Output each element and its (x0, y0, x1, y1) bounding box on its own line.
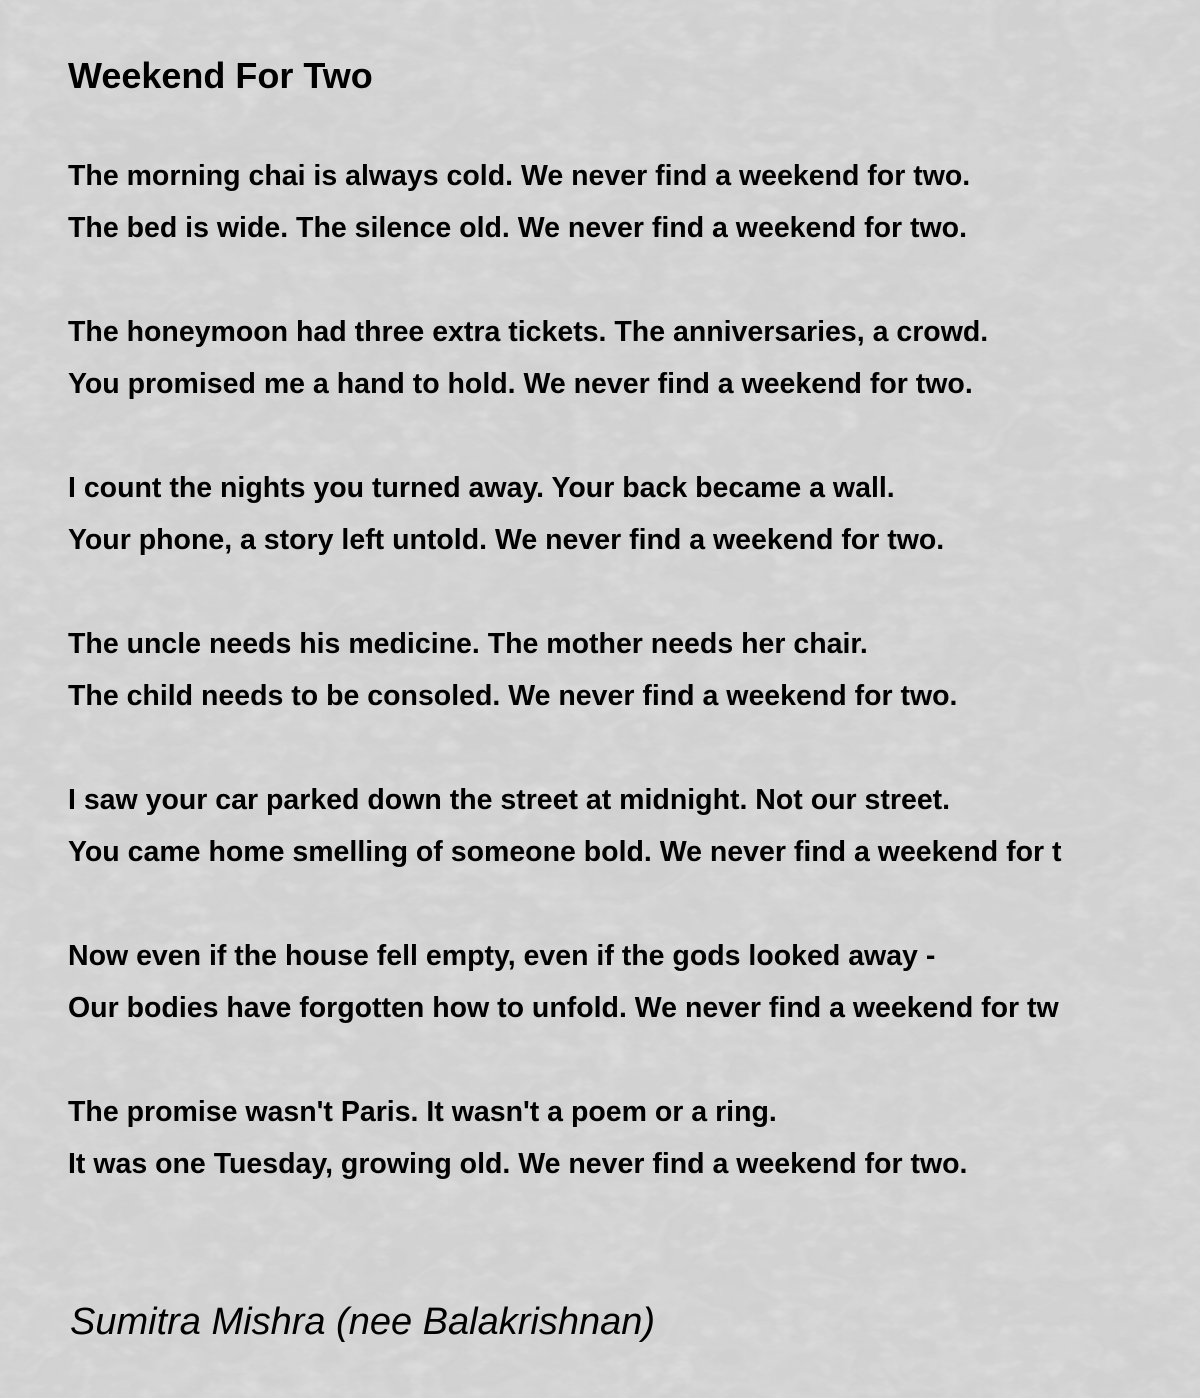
stanza-7 (68, 1086, 1200, 1190)
poem-line: I saw your car parked down the street at midnight. Not our street. (68, 784, 951, 816)
stanza-3 (68, 462, 1200, 566)
stanza-6 (68, 930, 1200, 1034)
poem-line: I count the nights you turned away. Your back became a wall. (68, 472, 895, 504)
poem-title: Weekend For Two (68, 55, 373, 96)
stanza-1 (68, 150, 1200, 254)
stanza-2 (68, 306, 1200, 410)
poem-line: Our bodies have forgotten how to unfold. We never find a weekend for tw (68, 992, 1059, 1024)
poem-line: Your phone, a story left untold. We never find a weekend for two. (68, 524, 945, 556)
poem-line: The uncle needs his medicine. The mother needs her chair. (68, 628, 868, 660)
stanza-4 (68, 618, 1200, 722)
poem-author: Sumitra Mishra (nee Balakrishnan) (70, 1301, 656, 1343)
poem-line: The bed is wide. The silence old. We never find a weekend for two. (68, 212, 968, 244)
poem-line: The promise wasn't Paris. It wasn't a poem or a ring. (68, 1096, 777, 1128)
poem-line: The honeymoon had three extra tickets. The anniversaries, a crowd. (68, 316, 989, 348)
stanza-5 (68, 774, 1200, 878)
poem-line: It was one Tuesday, growing old. We never find a weekend for two. (68, 1148, 968, 1180)
poem-line: Now even if the house fell empty, even if the gods looked away - (68, 940, 936, 972)
poem-line: You promised me a hand to hold. We never find a weekend for two. (68, 368, 973, 400)
poem-line: The morning chai is always cold. We never find a weekend for two. (68, 160, 971, 192)
poem-body (68, 150, 1200, 1242)
poem-line: You came home smelling of someone bold. We never find a weekend for t (68, 836, 1062, 868)
poem-line: The child needs to be consoled. We never find a weekend for two. (68, 680, 958, 712)
